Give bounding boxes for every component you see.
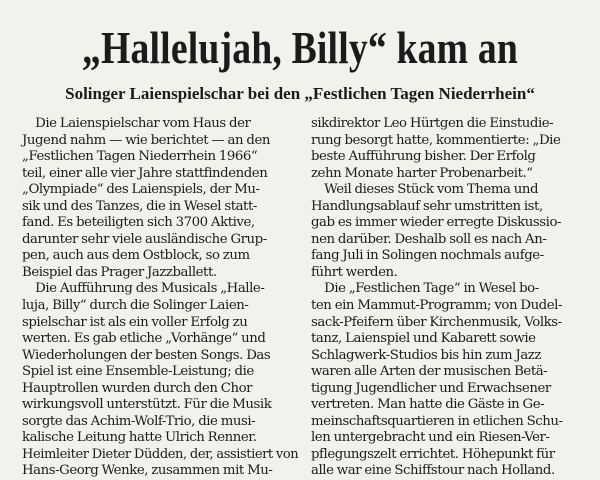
article-text-line: gab es immer wieder erregte Diskussio- [311,215,562,231]
article-text-line: Beispiel das Prager Jazzballett. [22,264,217,280]
article-text-line: rung besorgt hatte, kommentierte: „Die [311,132,561,148]
article-column-right [311,116,587,480]
article-text-line: „Festlichen Tagen Niederrhein 1966“ [22,149,258,165]
article-text-line: pflegungszelt errichtet. Höhepunkt für [311,446,555,462]
article-text-line: vertreten. Man hatte die Gäste in Ge- [311,397,545,413]
article-text-line: alle war eine Schiffstour nach Holland. [311,463,555,479]
article-text-line: Die Aufführung des Musicals „Halle- [22,281,265,297]
article-text-line: Wiederholungen der besten Songs. Das [22,347,271,363]
article-column-left [22,116,298,480]
article-text-line: „Olympiade“ des Laienspiels, der Mu- [22,182,260,198]
article-text-line: darunter sehr viele ausländische Grup- [22,231,267,247]
article-text-line: wirkungsvoll unterstützt. Für die Musik [22,397,272,413]
article-text-line: teil, einer alle vier Jahre stattfindenden [22,165,268,181]
article-text-line: Die „Festlichen Tage“ in Wesel bo- [311,281,539,297]
article-text-line: ten ein Mammut-Programm; von Dudel- [311,298,563,314]
article-text-line: Schlagwerk-Studios bis hin zum Jazz [311,347,541,363]
article-text-line: führt werden. [311,264,398,280]
article-text-line: fand. Es beteiligten sich 3700 Aktive, [22,215,255,231]
article-text-line: Weil dieses Stück vom Thema und [311,182,539,198]
article-text-line: Jugend nahm — wie berichtet — an den [22,132,270,148]
article-text-line: fang Juli in Solingen nochmals aufge- [311,248,544,264]
article-text-line: tanz, Laienspiel und Kabarett sowie [311,331,536,347]
article-text-line: Heimleiter Dieter Düdden, der, assistiert von [22,446,299,462]
article-text-line: sikdirektor Leo Hürtgen die Einstudie- [311,116,554,131]
article-text-line: luja, Billy“ durch die Solinger Laien- [22,298,249,314]
article-text-line: Hauptrollen wurden durch den Chor [22,380,253,396]
article-text-line: Hans-Georg Wenke, zusammen mit Mu- [22,463,273,479]
article-text-line: nen darüber. Deshalb soll es nach An- [311,231,547,247]
article-text-line: spielschar ist als ein voller Erfolg zu [22,314,248,330]
article-text-line: waren alle Arten der musischen Betä- [311,364,548,380]
headline: „Hallelujah, Billy“ kam an [81,22,519,73]
article-text-line: tigung Jugendlicher und Erwachsener [311,380,551,396]
article-text-line: beste Aufführung bisher. Der Erfolg [311,149,536,165]
article-text-line: sack-Pfeifern über Kirchenmusik, Volks- [311,314,562,330]
article-text-line: kalische Leitung hatte Ulrich Renner. [22,430,257,446]
article-text-line: sik und des Tanzes, die in Wesel statt- [22,198,257,214]
article-text-line: pen, auch aus dem Ostblock, so zum [22,248,250,264]
article-text-line: Handlungsablauf sehr umstritten ist, [311,198,543,214]
article-text-line: sorgte das Achim-Wolf-Trio, die musi- [22,413,256,429]
article-text-line: werten. Es gab etliche „Vorhänge“ und [22,331,266,347]
subheadline: Solinger Laienspielschar bei den „Festlichen Tagen Niederrhein“ [65,84,535,103]
article-text-line: Die Laienspielschar vom Haus der [22,116,251,131]
article-text-line: meinschaftsquartieren in etlichen Schu- [311,413,563,429]
article-text-line: len untergebracht und ein Riesen-Ver- [311,430,550,446]
article-text-line: Spiel ist eine Ensemble-Leistung; die [22,364,254,380]
article-text-line: zehn Monate harter Probenarbeit.“ [311,165,533,181]
